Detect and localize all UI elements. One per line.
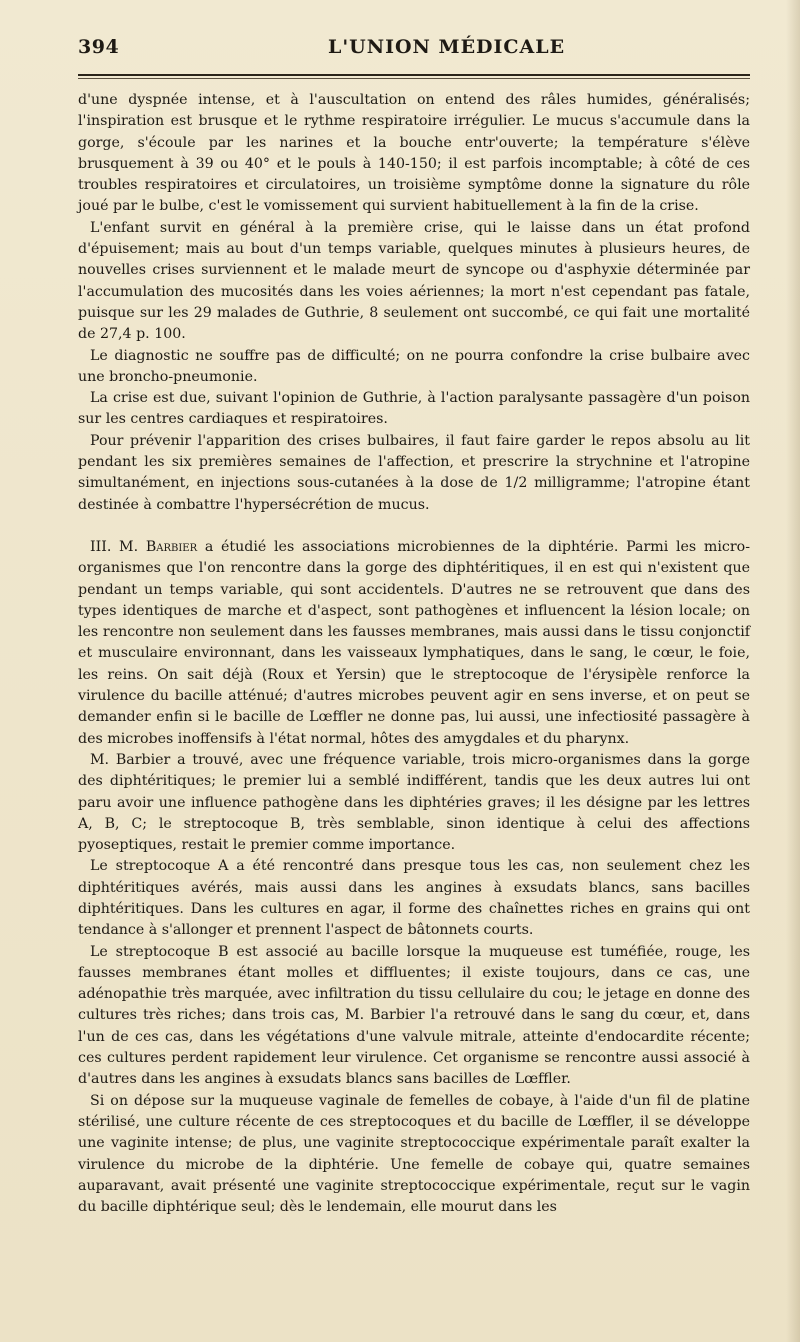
paragraph: Si on dépose sur la muqueuse vaginale de femelles de cobaye, à l'aide d'un fil de platine stérilisé, une culture récente de ces streptocoques et du bacille de Lœffler, il se développe une vaginite intense; de plus, une vaginite streptococcique expérimentale paraît exalter la virulence du microbe de la diphtérie. Une femelle de cobaye qui, quatre semaines auparavant, avait présenté une vaginite streptococcique expérimentale, reçut sur le vagin du bacille diphtérique seul; dès le lendemain, elle mourut dans les xyxy=(78,1092,750,1216)
paragraph: Pour prévenir l'apparition des crises bulbaires, il faut faire garder le repos absolu au lit pendant les six premières semaines de l'affection, et prescrire la strychnine et l'atropine simultanément, en injections sous-cutanées à la dose de 1/2 milligramme; l'atropine étant destinée à combattre l'hypersécrétion de mucus. xyxy=(78,432,750,513)
paragraph: La crise est due, suivant l'opinion de Guthrie, à l'action paralysante passagère d'un poison sur les centres cardiaques et respiratoires. xyxy=(78,390,750,428)
running-title: L'UNION MÉDICALE xyxy=(328,36,566,58)
paragraph: Le diagnostic ne souffre pas de difficulté; on ne pourra confondre la crise bulbaire avec une broncho-pneumonie. xyxy=(78,347,750,385)
paragraph: Le streptocoque A a été rencontré dans presque tous les cas, non seulement chez les diphtéritiques avérés, mais aussi dans les angines à exsudats blancs, sans bacilles diphtéritiques. Dans les cultures en agar, il forme des chaînettes riches en grains qui ont tendance à s'allonger et prennent l'aspect de bâtonnets courts. xyxy=(78,858,750,939)
paragraph: M. Barbier a trouvé, avec une fréquence variable, trois micro-organismes dans la gorge des diphtéritiques; le premier lui a semblé indifférent, tandis que les deux autres lui ont paru avoir une influence pathogène dans les diphtéries graves; il les désigne par les lettres A, B, C; le streptocoque B, très semblable, sinon identique à celui des affections pyoseptiques, restait le premier comme importance. xyxy=(78,751,750,854)
paragraph: Le streptocoque B est associé au bacille lorsque la muqueuse est tuméfiée, rouge, les fausses membranes étant molles et diffluentes; il existe toujours, dans ce cas, une adénopathie très marquée, avec infiltration du tissu cellulaire du cou; le jetage en donne des cultures très riches; dans trois cas, M. Barbier l'a retrouvé dans le sang du cœur, et, dans l'un de ces cas, dans les végétations d'une valvule mitrale, atteinte d'endocardite récente; ces cultures perdent rapidement leur virulence. Cet organisme se rencontre aussi associé à d'autres dans les angines à exsudats blancs sans bacilles de Lœffler. xyxy=(78,943,750,1088)
section-gap xyxy=(78,516,750,537)
author-name: Barbier xyxy=(145,538,198,555)
article-body xyxy=(78,90,750,1218)
section-text: a étudié les associations microbiennes de la diphtérie. Parmi les micro-organismes que l'on rencontre dans la gorge des diphtéritiques, il en est qui n'existent que pendant un temps variable, qui sont accidentels. D'autres ne se retrouvent que dans des types identiques de marche et d'aspect, sont pathogènes et influencent la lésion locale; on les rencontre non seulement dans les fausses membranes, mais aussi dans le tissu conjonctif et musculaire environnant, dans les vaisseaux lymphatiques, dans le sang, le cœur, le foie, les reins. On sait déjà (Roux et Yersin) que le streptocoque de l'érysipèle renforce la virulence du bacille atténué; d'autres microbes peuvent agir en sens inverse, et on peut se demander enfin si le bacille de Lœffler ne donne pas, lui aussi, une infectiosité passagère à des microbes inoffensifs à l'état normal, hôtes des amygdales et du pharynx. xyxy=(78,538,750,747)
paragraph: d'une dyspnée intense, et à l'auscultation on entend des râles humides, généralisés; l'inspiration est brusque et le rythme respiratoire irrégulier. Le mucus s'accumule dans la gorge, s'écoule par les narines et la bouche entr'ouverte; la température s'élève brusquement à 39 ou 40° et le pouls à 140-150; il est parfois incomptable; à côté de ces troubles respiratoires et circulatoires, un troisième symptôme donne la signature du rôle joué par le bulbe, c'est le vomissement qui survient habituellement à la fin de la crise. xyxy=(78,92,750,215)
header-rule xyxy=(78,74,750,76)
paragraph: L'enfant survit en général à la première crise, qui le laisse dans un état profond d'épuisement; mais au bout d'un temps variable, quelques minutes à plusieurs heures, de nouvelles crises surviennent et le malade meurt de syncope ou d'asphyxie déterminée par l'accumulation des mucosités dans les voies aériennes; la mort n'est cependant pas fatale, puisque sur les 29 malades de Guthrie, 8 seulement ont succombé, ce qui fait une mortalité de 27,4 p. 100. xyxy=(78,219,750,343)
page-edge-shadow xyxy=(786,0,800,1342)
section-iii-paragraph xyxy=(78,537,750,750)
page-header xyxy=(78,36,750,72)
header-rule-thin xyxy=(78,78,750,79)
section-lead: III. M. xyxy=(90,538,146,555)
page-number: 394 xyxy=(78,36,120,58)
